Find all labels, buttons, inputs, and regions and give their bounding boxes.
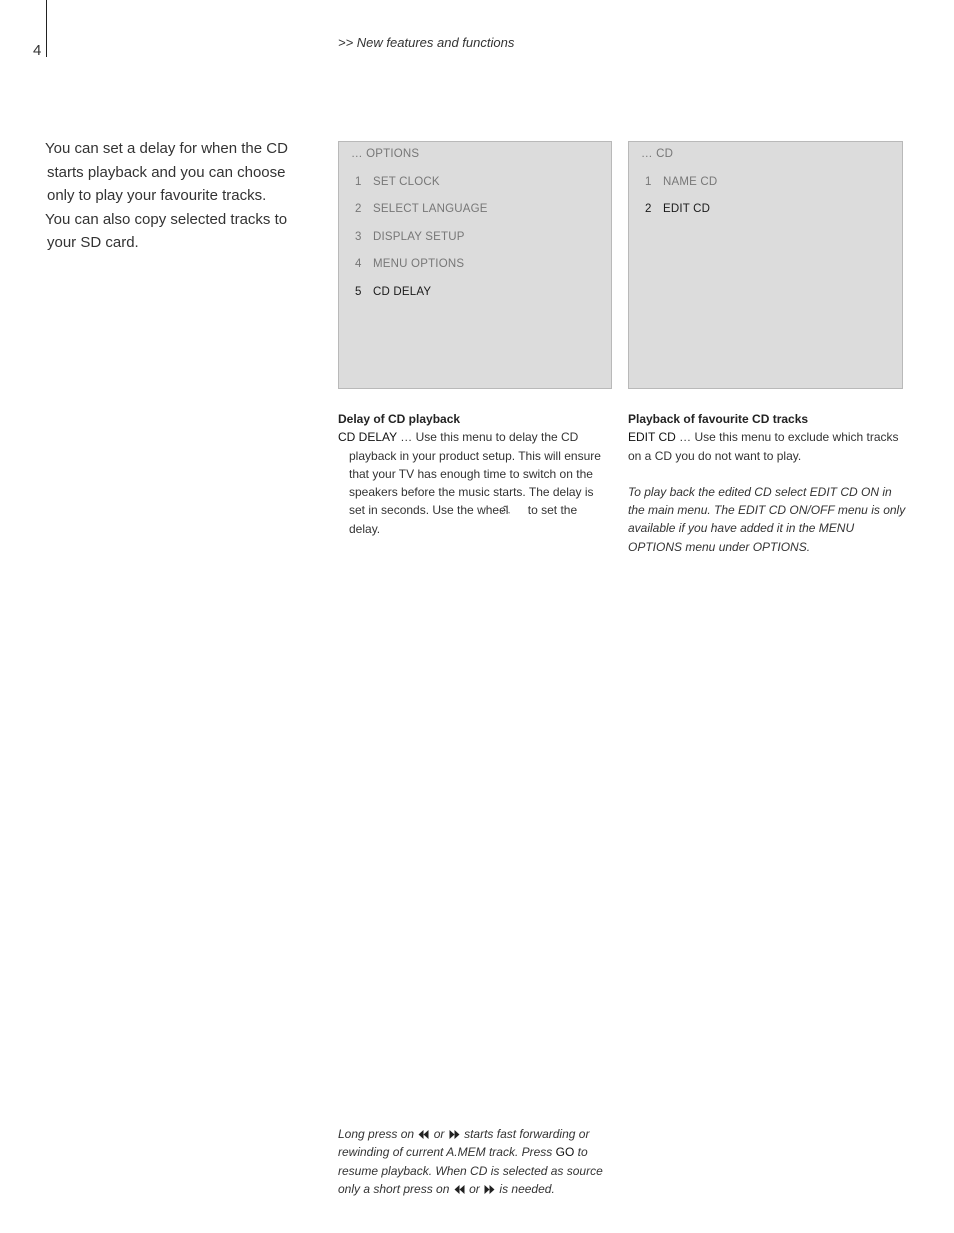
- menu-title: … OPTIONS: [351, 148, 420, 160]
- intro-line: You can also copy selected tracks to: [45, 210, 288, 228]
- footnote-text: or: [465, 1181, 484, 1196]
- menu-title: … CD: [641, 148, 674, 160]
- options-menu-screen: [338, 141, 612, 389]
- page-margin-rule: [46, 0, 47, 57]
- menu-item-label: MENU OPTIONS: [373, 258, 465, 270]
- body-text: to set the delay.: [349, 503, 578, 536]
- page-number: 4: [33, 42, 42, 59]
- footnote: [338, 1125, 608, 1198]
- section-heading: Playback of favourite CD tracks: [628, 412, 809, 426]
- menu-item-number: 1: [355, 176, 362, 188]
- menu-item-set-clock[interactable]: [355, 176, 440, 188]
- menu-item-number: 2: [355, 203, 362, 215]
- delay-section: [338, 410, 610, 538]
- fast-forward-icon: [484, 1181, 495, 1190]
- menu-term: CD DELAY: [338, 430, 397, 445]
- running-head: >> New features and functions: [338, 35, 515, 50]
- menu-item-label: EDIT CD: [663, 203, 711, 215]
- intro-line: starts playback and you can choose: [47, 163, 286, 181]
- menu-item-number: 5: [355, 286, 362, 298]
- intro-line: You can set a delay for when the CD: [45, 140, 288, 157]
- cd-menu-screen: [628, 141, 903, 389]
- menu-term: EDIT CD: [628, 430, 676, 445]
- section-heading: Delay of CD playback: [338, 412, 461, 426]
- menu-item-label: DISPLAY SETUP: [373, 231, 465, 243]
- menu-item-number: 2: [645, 203, 652, 215]
- menu-item-number: 4: [355, 258, 362, 270]
- intro-line: only to play your favourite tracks.: [47, 187, 267, 204]
- fast-forward-icon: [449, 1126, 460, 1135]
- section-body: [338, 428, 610, 538]
- menu-item-menu-options[interactable]: [355, 258, 464, 270]
- body-text: … Use this menu to delay the CD playback in your product setup. This will ensure that your TV has enough time to switch on the speakers before the music starts. The delay is set in seconds. Use the wheel: [349, 430, 601, 518]
- section-note: To play back the edited CD select EDIT CD ON in the main menu. The EDIT CD ON/OFF menu is only available if you have added it in the MENU OPTIONS menu under OPTIONS.: [628, 484, 906, 554]
- rewind-icon: [454, 1181, 465, 1190]
- intro-line: your SD card.: [47, 234, 139, 251]
- menu-item-select-language[interactable]: [355, 203, 488, 215]
- intro-text: [45, 137, 307, 255]
- menu-item-label: CD DELAY: [373, 286, 432, 298]
- menu-item-label: NAME CD: [663, 176, 718, 188]
- go-key-label: GO: [555, 1145, 575, 1160]
- favourite-section: [628, 410, 910, 556]
- menu-item-label: SET CLOCK: [373, 176, 440, 188]
- footnote-text: is needed.: [496, 1181, 555, 1196]
- footnote-text: to resume playback. When CD is selected as source only a short press on: [338, 1145, 603, 1196]
- section-body: [628, 428, 910, 465]
- menu-item-cd-delay[interactable]: [355, 286, 431, 298]
- body-text: … Use this menu to exclude which tracks on a CD you do not want to play.: [628, 430, 899, 463]
- menu-item-name-cd[interactable]: [645, 176, 717, 188]
- menu-item-label: SELECT LANGUAGE: [373, 203, 488, 215]
- rewind-icon: [418, 1126, 429, 1135]
- wheel-icon: [510, 502, 522, 512]
- footnote-text: or: [430, 1127, 448, 1141]
- footnote-text: Long press on: [338, 1127, 418, 1141]
- menu-item-number: 1: [645, 176, 652, 188]
- menu-item-number: 3: [355, 231, 362, 243]
- menu-item-edit-cd[interactable]: [645, 203, 710, 215]
- footnote-text: starts fast forwarding or rewinding of current A.MEM track. Press: [338, 1127, 590, 1160]
- menu-item-display-setup[interactable]: [355, 231, 465, 243]
